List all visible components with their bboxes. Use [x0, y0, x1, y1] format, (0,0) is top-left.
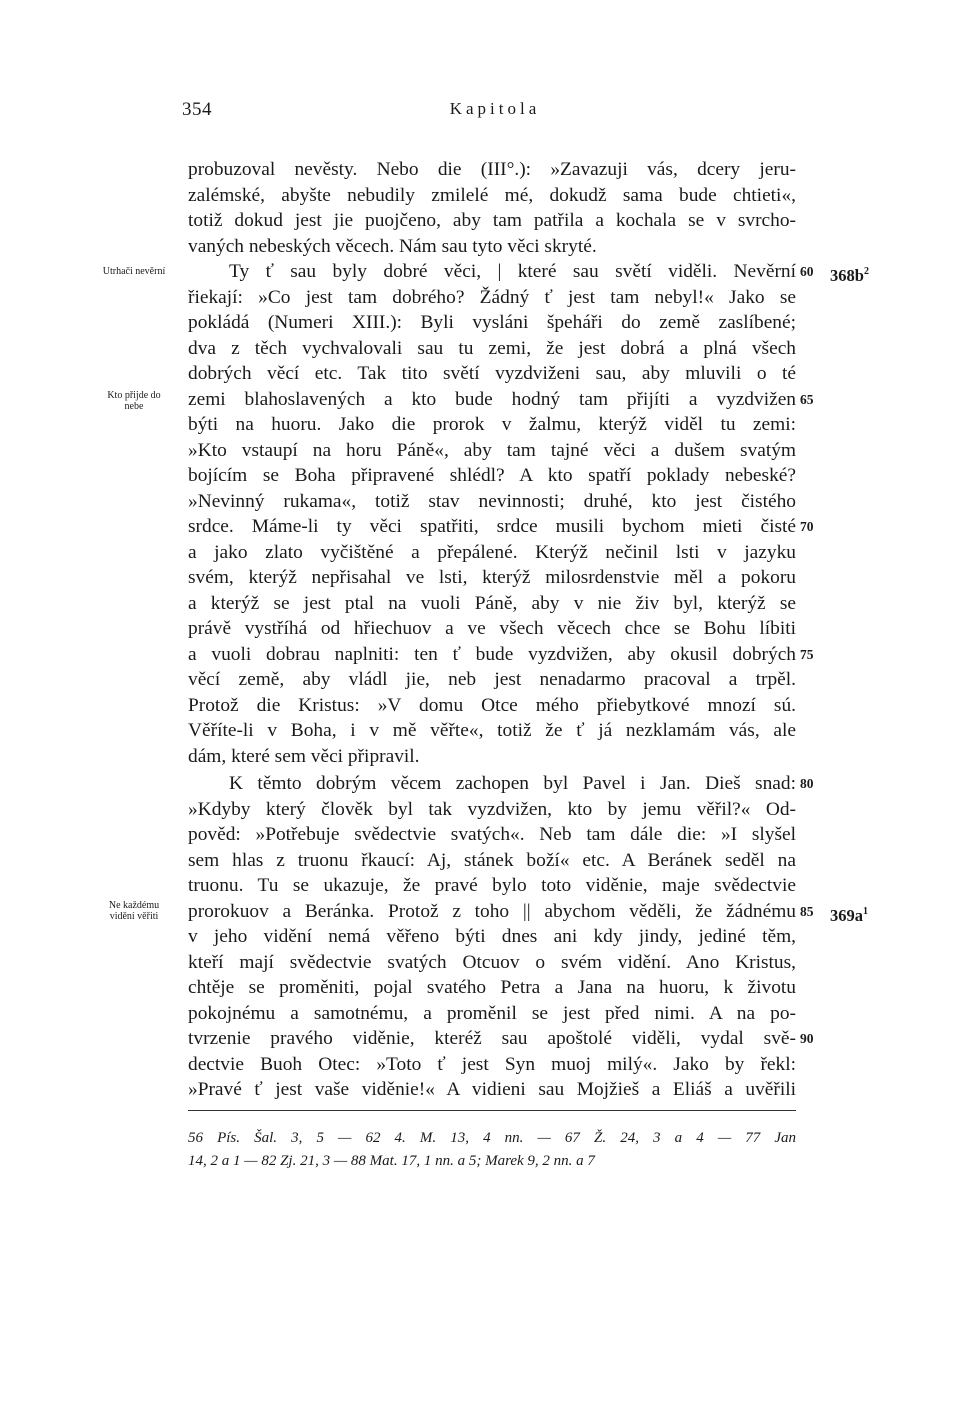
- text-line: tvrzenie pravého viděnie, kteréž sau apoštolé viděli, vydal svě-: [188, 1028, 796, 1049]
- text-line: Ty ť sau byly dobré věci, | které sau světí viděli. Nevěrní: [229, 261, 796, 282]
- text-line: a kterýž se jest ptal na vuoli Páně, aby v nie živ byl, kterýž se: [188, 592, 796, 614]
- footnote-line: 14, 2 a 1 — 82 Zj. 21, 3 — 88 Mat. 17, 1 nn. a 5; Marek 9, 2 nn. a 7: [188, 1153, 595, 1169]
- folio-label: 369a: [830, 905, 863, 925]
- line-number: 80: [800, 776, 814, 791]
- text-line: »Pravé ť jest vaše viděnie!« A vidieni sau Mojžieš a Eliáš a uvěřili: [188, 1079, 796, 1100]
- text-line: prorokuov a Beránka. Protož z toho || abychom věděli, že žádnému: [188, 900, 796, 922]
- margin-note-line: Kto přijde do: [107, 390, 161, 401]
- running-head: Kapitola: [449, 99, 541, 118]
- margin-note-line: nebe: [124, 401, 144, 412]
- page-number: 354: [182, 99, 212, 120]
- text-line: Protož die Kristus: »V domu Otce mého přiebytkové mnozí sú.: [188, 694, 796, 716]
- footnote-rule: [188, 1110, 796, 1111]
- text-line: a jako zlato vyčištěné a přepálené. Kterýž nečinil lsti v jazyku: [188, 541, 796, 563]
- line-number: 60: [800, 264, 814, 279]
- folio-label: 368b: [830, 266, 864, 285]
- text-line: zemi blahoslavených a kto bude hodný tam přijíti a vyzdvižen: [188, 388, 796, 410]
- text-line: pokojnému a samotnému, a proměnil se jest před nimi. A na po-: [188, 1002, 796, 1024]
- folio-superscript: 1: [863, 905, 868, 917]
- line-number: 90: [800, 1031, 814, 1046]
- text-line: věcí země, aby vládl jie, neb jest nenadarmo pracoval a trpěl.: [188, 669, 796, 690]
- line-number: 65: [800, 391, 814, 407]
- text-line: Věříte-li v Boha, i v mě věřte«, totiž že ť já nezklamám vás, ale: [188, 720, 796, 741]
- text-line: dva z těch vychvalovali sau tu zemi, že jest dobrá a plná všech: [188, 337, 796, 359]
- folio-superscript: 2: [863, 266, 869, 277]
- text-line: dám, které sem věci připravil.: [188, 745, 420, 767]
- text-line: dectvie Buoh Otec: »Toto ť jest Syn muoj milý«. Jako by řekl:: [188, 1053, 796, 1075]
- folio-marker: [830, 259, 869, 285]
- margin-note-line: vidění věřiti: [109, 911, 159, 922]
- text-line: probuzoval nevěsty. Nebo die (III°.): »Zavazuji vás, dcery jeru-: [188, 159, 796, 180]
- text-line: řiekají: »Co jest tam dobrého? Žádný ť jest tam nebyl!« Jako se: [188, 286, 796, 308]
- text-line: vaných nebeských věcech. Nám sau tyto věci skryté.: [188, 235, 597, 257]
- text-line: bojícím se Boha připravené shlédl? A kto spatří poklady nebeské?: [188, 465, 796, 486]
- text-line: sem hlas z truonu řkaucí: Aj, stánek boží« etc. A Beránek seděl na: [188, 849, 796, 871]
- footnote-line: 56 Pís. Šal. 3, 5 — 62 4. M. 13, 4 nn. — 67 Ž. 24, 3 a 4 — 77 Jan: [188, 1130, 796, 1146]
- line-number: 75: [800, 646, 814, 662]
- text-line: »Kdyby který člověk byl tak vyzdvižen, kto by jemu věřil?« Od-: [188, 798, 796, 820]
- text-line: K těmto dobrým věcem zachopen byl Pavel i Jan. Dieš snad:: [229, 773, 796, 794]
- text-line: »Kto vstaupí na horu Páně«, aby tam tajné věci a dušem svatým: [188, 439, 796, 461]
- text-line: pokládá (Numeri XIII.): Byli vysláni špeháři do země zaslíbené;: [188, 312, 796, 333]
- text-line: svém, kterýž nepřisahal ve lsti, kterýž milosrdenstvie měl a pokoru: [188, 567, 796, 588]
- text-line: pověd: »Potřebuje svědectvie svatých«. Neb tam dále die: »I slyšel: [188, 824, 796, 845]
- text-line: v jeho vidění nemá věřeno býti dnes ani kdy jindy, jediné těm,: [188, 926, 796, 947]
- margin-note-line: Ne každému: [108, 900, 160, 911]
- text-line: právě vystříhá od hřiechuov a ve všech věcech chce se Bohu líbiti: [188, 618, 796, 639]
- margin-note: [88, 390, 180, 412]
- text-line: »Nevinný rukama«, totiž stav nevinnosti; druhé, kto jest čistého: [188, 490, 796, 512]
- text-line: dobrých věcí etc. Tak tito světí vyzdviženi sau, aby mluvili o té: [188, 363, 796, 384]
- text-line: srdce. Máme-li ty věci spatřiti, srdce musili bychom mieti čisté: [188, 516, 796, 537]
- line-number: 85: [800, 903, 814, 919]
- text-line: truonu. Tu se ukazuje, že pravé bylo toto viděnie, maje svědectvie: [188, 875, 796, 896]
- text-line: býti na huoru. Jako die prorok v žalmu, kterýž viděl tu zemi:: [188, 414, 796, 435]
- text-line: a vuoli dobrau naplniti: ten ť bude vyzdvižen, aby okusil dobrých: [188, 643, 796, 665]
- text-line: chtěje se proměniti, pojal svatého Petra a Jana na huoru, k životu: [188, 977, 796, 998]
- text-line: kteří mají svědectvie svatých Otcuov o svém vidění. Ano Kristus,: [188, 951, 796, 973]
- margin-note: [88, 900, 180, 922]
- folio-marker: [830, 899, 868, 925]
- margin-note: Utrhači nevěrní: [102, 266, 166, 277]
- line-number: 70: [800, 519, 814, 534]
- text-line: zalémské, abyšte nebudily zmilelé mé, dokudž sama bude chtieti«,: [188, 184, 796, 206]
- text-line: totiž dokud jest jie puojčeno, aby tam patřila a kochala se v svrcho-: [188, 210, 796, 231]
